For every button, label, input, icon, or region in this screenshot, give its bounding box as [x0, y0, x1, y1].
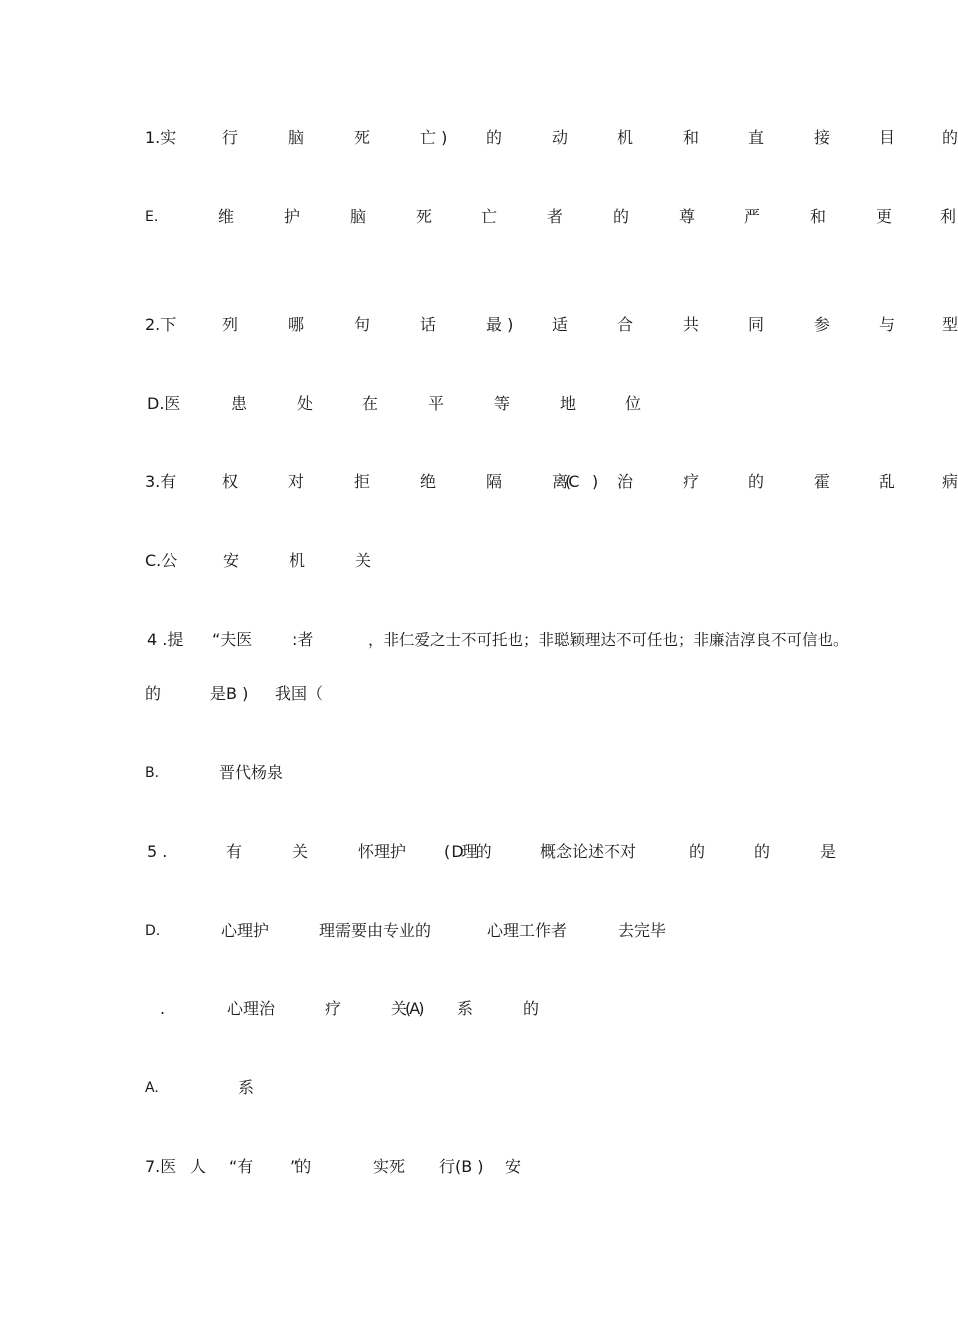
- text-fragment: 处: [297, 394, 314, 413]
- text-fragment: 行(B ): [439, 1157, 484, 1176]
- text-fragment: 晋代杨泉: [219, 763, 284, 782]
- text-fragment: 去完毕: [618, 921, 667, 940]
- text-fragment: 疗: [325, 999, 342, 1018]
- text-fragment: 安: [505, 1157, 522, 1176]
- text-fragment: 话: [420, 315, 437, 334]
- text-fragment: 的: [486, 128, 503, 147]
- text-fragment: 概念论述不对: [540, 842, 637, 861]
- text-fragment: 理需要由专业的: [319, 921, 432, 940]
- text-fragment: 和: [810, 207, 827, 226]
- text-fragment: 治: [617, 472, 634, 491]
- text-fragment: 疗: [683, 472, 700, 491]
- text-fragment: 的: [689, 842, 706, 861]
- text-fragment: 利: [940, 207, 957, 226]
- text-fragment: 关: [292, 842, 309, 861]
- text-fragment: ”的: [290, 1157, 309, 1176]
- text-fragment: 型: [942, 315, 958, 334]
- text-fragment: 在: [362, 394, 379, 413]
- text-fragment: 怀理护: [358, 842, 407, 861]
- text-fragment: 病: [942, 472, 958, 491]
- text-fragment: 3.有: [145, 472, 177, 491]
- text-fragment: :者: [292, 630, 314, 649]
- text-fragment: 位: [625, 394, 642, 413]
- text-fragment: 合: [617, 315, 634, 334]
- text-fragment: 最 ): [486, 315, 514, 334]
- text-fragment: 安: [223, 551, 240, 570]
- text-fragment: 机: [617, 128, 634, 147]
- text-fragment: 死: [416, 207, 433, 226]
- text-fragment: 人: [190, 1157, 207, 1176]
- text-fragment: 患: [231, 394, 248, 413]
- text-fragment: 霍: [814, 472, 831, 491]
- text-fragment: 拒: [354, 472, 371, 491]
- text-fragment: 亡 ): [420, 128, 448, 147]
- text-fragment: 接: [814, 128, 831, 147]
- text-fragment: 适: [552, 315, 569, 334]
- text-fragment: 句: [354, 315, 371, 334]
- text-fragment: 关: [355, 551, 372, 570]
- text-fragment: 系: [238, 1078, 255, 1097]
- text-fragment: 心理护: [221, 921, 270, 940]
- text-fragment: 哪: [288, 315, 305, 334]
- text-fragment: D.: [145, 923, 161, 939]
- text-fragment: “有: [229, 1157, 254, 1176]
- text-fragment: 列: [222, 315, 239, 334]
- text-fragment: 目: [879, 128, 896, 147]
- text-fragment: 5 .: [147, 842, 168, 861]
- text-fragment: C.公: [145, 551, 178, 570]
- text-fragment: “夫医: [212, 630, 253, 649]
- text-fragment: A.: [145, 1080, 159, 1096]
- text-fragment: 死: [354, 128, 371, 147]
- text-fragment: 的: [942, 128, 958, 147]
- text-fragment: 隔: [486, 472, 503, 491]
- text-fragment: E.: [145, 209, 159, 225]
- text-fragment: 有: [226, 842, 243, 861]
- text-fragment: 7.医: [145, 1157, 177, 1176]
- text-fragment: 同: [748, 315, 765, 334]
- text-fragment: 乱: [879, 472, 896, 491]
- text-fragment: 绝: [420, 472, 437, 491]
- text-fragment: ，非仁爱之士不可托也；非聪颖理达不可任也；非廉洁淳良不可信也。: [368, 631, 849, 649]
- text-fragment: 地: [560, 394, 577, 413]
- text-fragment: 平: [428, 394, 445, 413]
- text-fragment: .: [160, 999, 166, 1018]
- text-fragment: 的: [754, 842, 771, 861]
- text-fragment: 参: [814, 315, 831, 334]
- text-fragment: 实死: [373, 1157, 406, 1176]
- text-fragment: 直: [748, 128, 765, 147]
- text-fragment: 维: [218, 207, 235, 226]
- text-fragment: 和: [683, 128, 700, 147]
- text-fragment: 行: [222, 128, 239, 147]
- text-fragment: 的: [523, 999, 540, 1018]
- text-fragment: 4 .提: [147, 630, 184, 649]
- text-fragment: 脑: [350, 207, 367, 226]
- text-fragment: 的: [613, 207, 630, 226]
- text-fragment: 与: [879, 315, 896, 334]
- text-fragment: 等: [494, 394, 511, 413]
- text-fragment: 共: [683, 315, 700, 334]
- text-fragment: 心理工作者: [487, 921, 568, 940]
- text-fragment: 的: [748, 472, 765, 491]
- text-fragment: 亡: [481, 207, 498, 226]
- text-fragment: 权: [222, 472, 239, 491]
- text-fragment: 尊: [679, 207, 696, 226]
- text-fragment: 更: [876, 207, 893, 226]
- text-fragment: 对: [288, 472, 305, 491]
- text-fragment: 严: [744, 207, 761, 226]
- text-fragment: 离(C: [552, 472, 577, 491]
- text-fragment: 1.实: [145, 128, 177, 147]
- text-fragment: 我国（: [275, 684, 324, 703]
- text-fragment: 是B ): [210, 684, 249, 703]
- text-fragment: 动: [552, 128, 569, 147]
- text-fragment: 护: [284, 207, 301, 226]
- text-fragment: 的: [145, 684, 162, 703]
- text-fragment: ( D理的: [444, 842, 490, 861]
- text-fragment: 机: [289, 551, 306, 570]
- text-fragment: 2.下: [145, 315, 177, 334]
- text-fragment: B.: [145, 765, 160, 781]
- text-fragment: D.医: [147, 394, 181, 413]
- text-fragment: 心理治: [227, 999, 276, 1018]
- text-fragment: 系: [457, 999, 474, 1018]
- text-fragment: ): [592, 472, 599, 491]
- text-fragment: 脑: [288, 128, 305, 147]
- text-fragment: 关(A): [391, 999, 423, 1018]
- text-fragment: 者: [547, 207, 564, 226]
- text-fragment: 是: [820, 842, 837, 861]
